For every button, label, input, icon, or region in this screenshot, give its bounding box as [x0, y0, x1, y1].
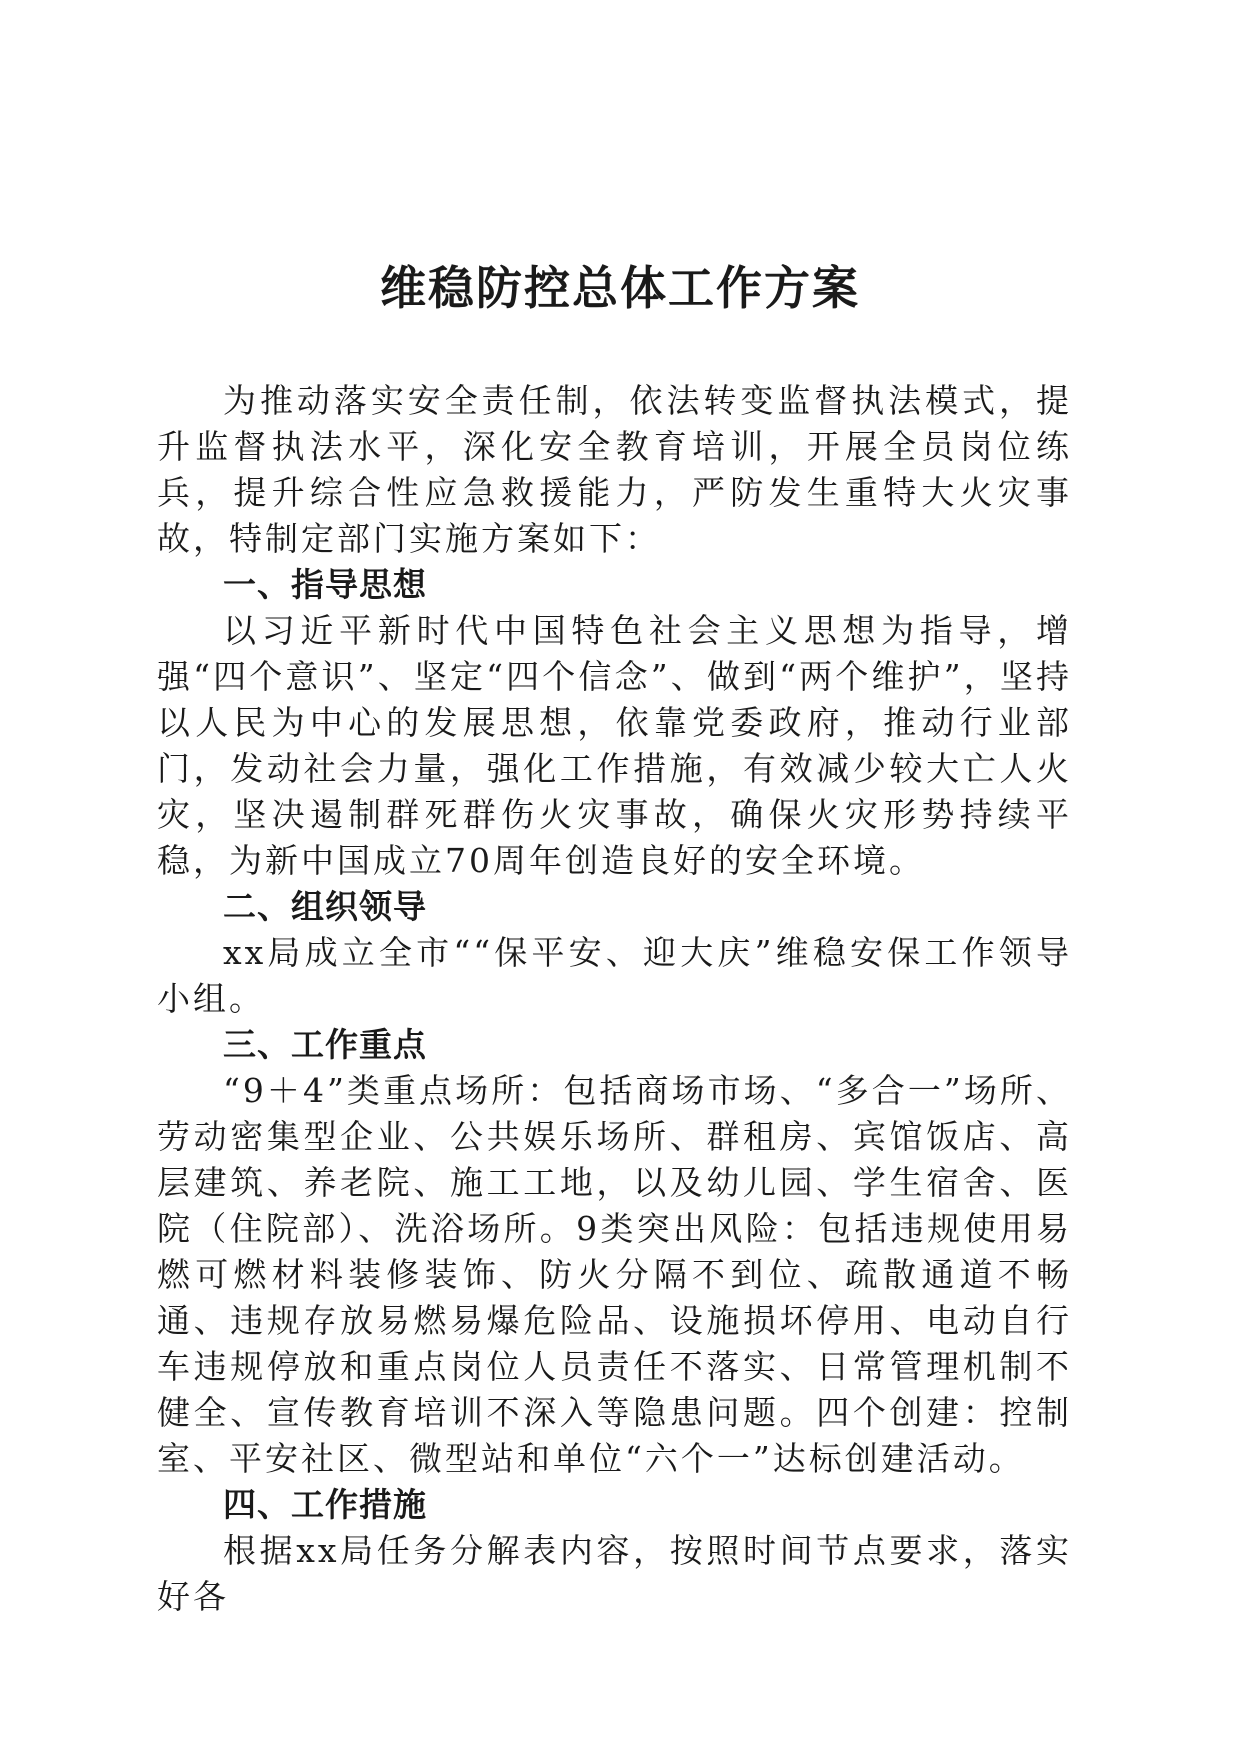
section-guiding-ideology	[157, 562, 1072, 884]
section-organization-leadership	[157, 884, 1072, 1022]
section-paragraph: xx局成立全市““保平安、迎大庆”维稳安保工作领导小组。	[157, 933, 1072, 1018]
section-paragraph: 以习近平新时代中国特色社会主义思想为指导，增强“四个意识”、坚定“四个信念”、做到“两个维护”，坚持以人民为中心的发展思想，依靠党委政府，推动行业部门，发动社会力量，强化工作措施，有效减少较大亡人火灾，坚决遏制群死群伤火灾事故，确保火灾形势持续平稳，为新中国成立70周年创造良好的安全环境。	[157, 611, 1072, 880]
section-work-measures	[157, 1482, 1072, 1620]
section-heading: 一、指导思想	[223, 565, 427, 604]
section-paragraph: “9＋4”类重点场所：包括商场市场、“多合一”场所、劳动密集型企业、公共娱乐场所、群租房、宾馆饭店、高层建筑、养老院、施工工地，以及幼儿园、学生宿舍、医院（住院部）、洗浴场所。9类突出风险：包括违规使用易燃可燃材料装修装饰、防火分隔不到位、疏散通道不畅通、违规存放易燃易爆危险品、设施损坏停用、电动自行车违规停放和重点岗位人员责任不落实、日常管理机制不健全、宣传教育培训不深入等隐患问题。四个创建：控制室、平安社区、微型站和单位“六个一”达标创建活动。	[157, 1071, 1072, 1478]
section-work-focus	[157, 1022, 1072, 1482]
section-heading: 二、组织领导	[223, 887, 427, 926]
section-heading: 四、工作措施	[223, 1485, 427, 1524]
document-title: 维稳防控总体工作方案	[380, 261, 860, 315]
section-paragraph: 根据xx局任务分解表内容，按照时间节点要求，落实好各	[157, 1531, 1072, 1616]
intro-paragraph: 为推动落实安全责任制，依法转变监督执法模式，提升监督执法水平，深化安全教育培训，开展全员岗位练兵，提升综合性应急救援能力，严防发生重特大火灾事故，特制定部门实施方案如下：	[157, 381, 1072, 558]
document-body	[157, 378, 1072, 1620]
section-heading: 三、工作重点	[223, 1025, 427, 1064]
